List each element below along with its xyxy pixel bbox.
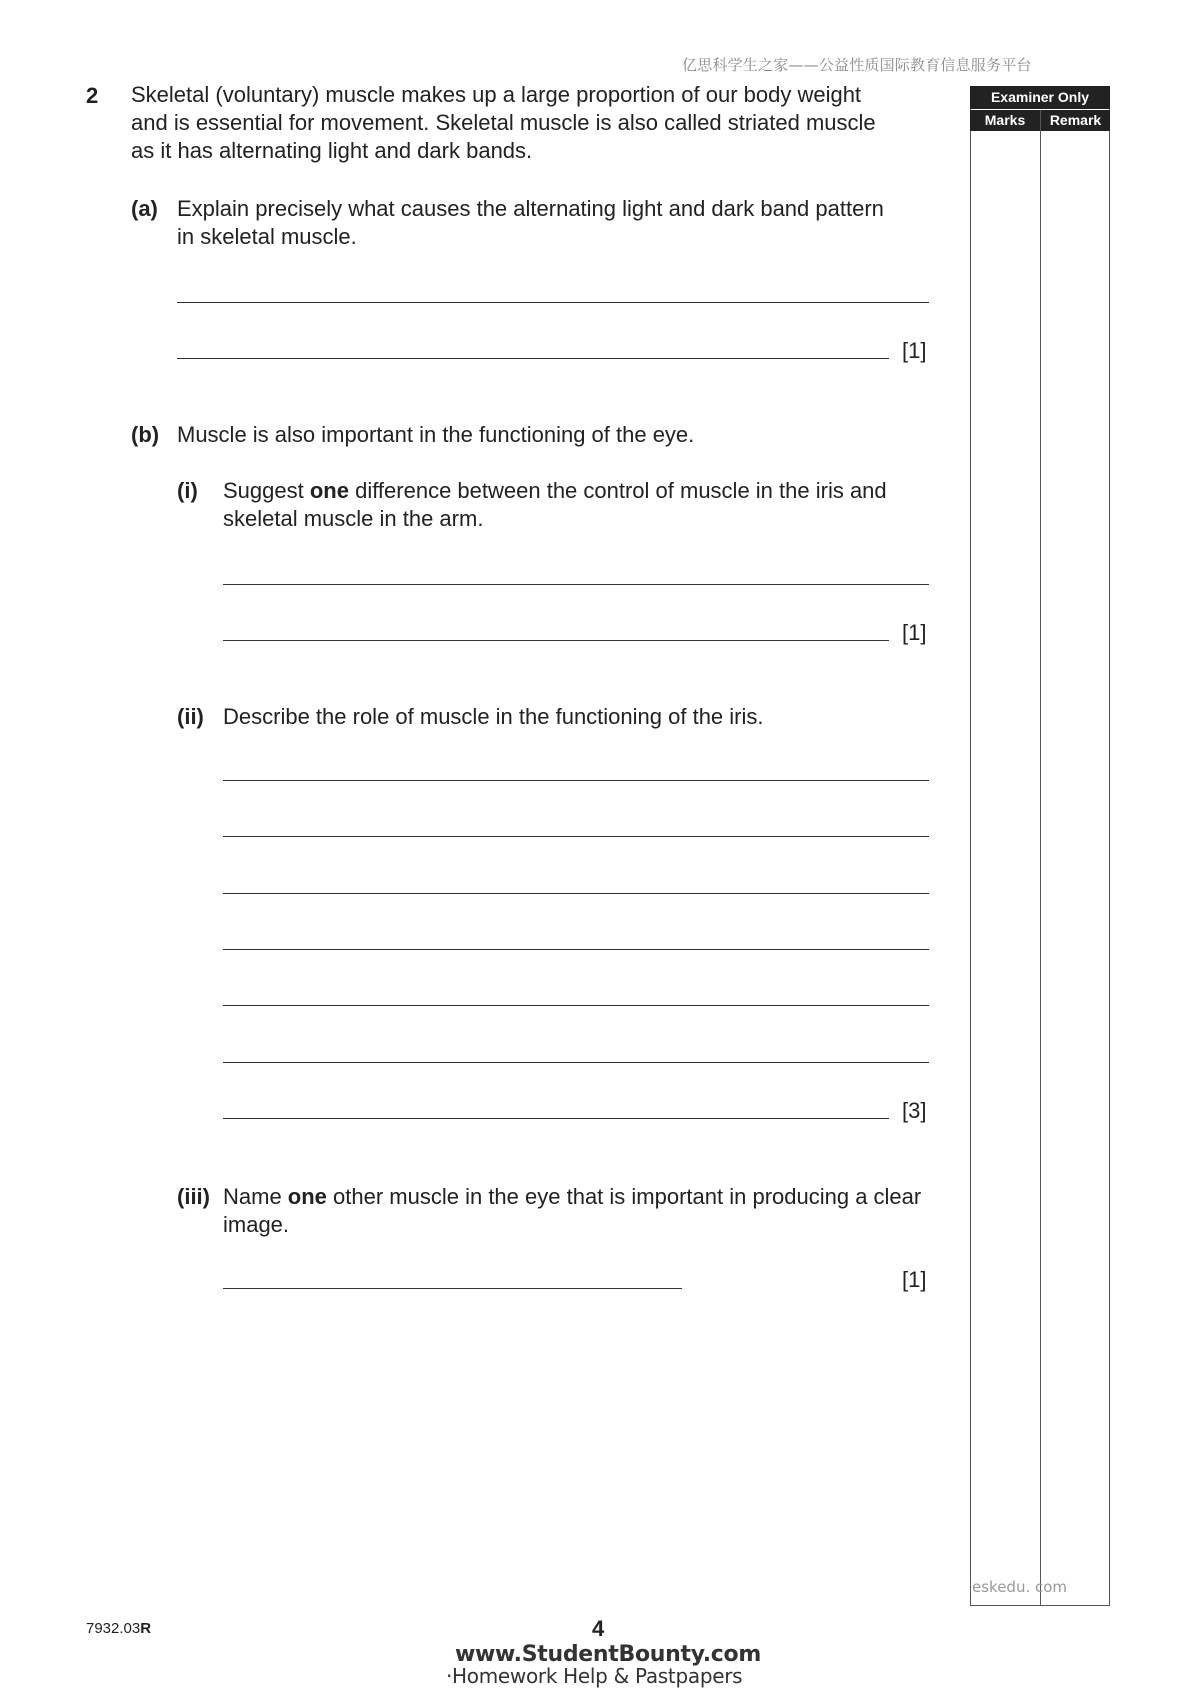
examiner-only-header: Examiner Only	[970, 86, 1110, 109]
part-b-ii-label: (ii)	[177, 704, 204, 729]
studentbounty-tagline: ·Homework Help & Pastpapers	[446, 1664, 743, 1688]
answer-line-bii2[interactable]	[223, 836, 929, 837]
answer-line-a1[interactable]	[177, 302, 929, 303]
marks-header: Marks	[970, 110, 1040, 131]
answer-line-biii[interactable]	[223, 1288, 682, 1289]
answer-line-bii6[interactable]	[223, 1062, 929, 1063]
part-b-iii-mark: [1]	[902, 1267, 927, 1292]
part-b-i-mark: [1]	[902, 620, 927, 645]
answer-line-bi2[interactable]	[223, 640, 889, 641]
part-b-label: (b)	[131, 422, 160, 447]
question-stem: Skeletal (voluntary) muscle makes up a large proportion of our body weight and is essential for movement. Skeletal muscle is also called striated muscle as it has alternating light and dark bands.	[131, 82, 876, 163]
examiner-column-divider	[1040, 110, 1041, 1606]
part-b-iii-label: (iii)	[177, 1184, 210, 1209]
part-b-ii-text: Describe the role of muscle in the functioning of the iris.	[223, 704, 764, 729]
paper-code: 7932.03R	[86, 1620, 152, 1637]
answer-line-bii5[interactable]	[223, 1005, 929, 1006]
page-number: 4	[592, 1616, 605, 1641]
part-b-i-label: (i)	[177, 478, 198, 503]
answer-line-bii4[interactable]	[223, 949, 929, 950]
answer-line-bii7[interactable]	[223, 1118, 889, 1119]
part-b-iii-text: Name one other muscle in the eye that is important in producing a clear image.	[223, 1184, 922, 1237]
remark-header: Remark	[1041, 110, 1110, 131]
answer-line-a2[interactable]	[177, 358, 889, 359]
part-a-mark: [1]	[902, 338, 927, 363]
answer-line-bii3[interactable]	[223, 893, 929, 894]
answer-line-bii1[interactable]	[223, 780, 929, 781]
question-number: 2	[86, 83, 99, 108]
studentbounty-url[interactable]: www.StudentBounty.com	[455, 1642, 761, 1667]
part-a-label: (a)	[131, 196, 158, 221]
part-a-text: Explain precisely what causes the alternating light and dark band pattern in skeletal muscle.	[177, 196, 884, 249]
part-b-ii-mark: [3]	[902, 1098, 927, 1123]
part-b-i-text: Suggest one difference between the control of muscle in the iris and skeletal muscle in the arm.	[223, 478, 887, 531]
header-watermark: 亿思科学生之家——公益性质国际教育信息服务平台	[682, 56, 1032, 74]
part-b-text: Muscle is also important in the functioning of the eye.	[177, 422, 695, 447]
answer-line-bi1[interactable]	[223, 584, 929, 585]
examiner-watermark: eskedu. com	[972, 1578, 1068, 1596]
